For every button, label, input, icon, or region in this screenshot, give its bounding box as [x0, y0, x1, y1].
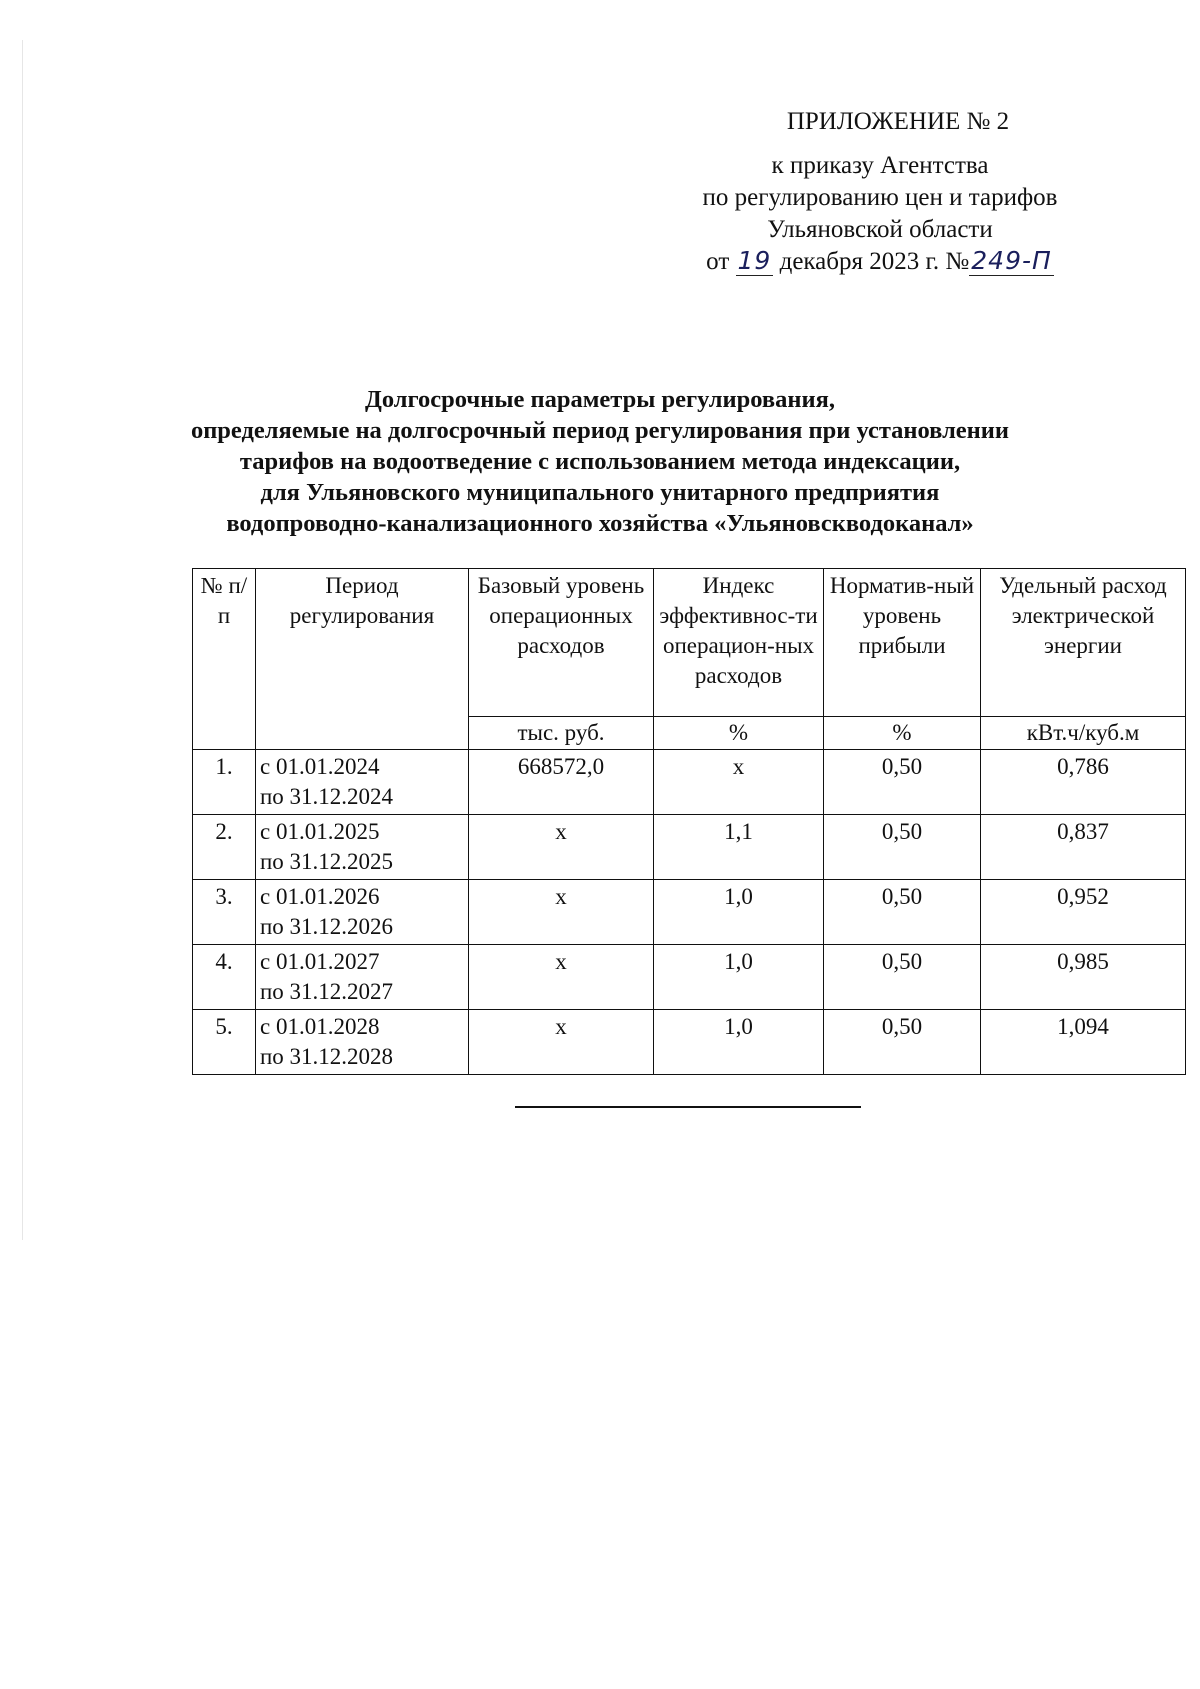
title-line-2: определяемые на долгосрочный период регулирования при установлении — [190, 417, 1010, 444]
row-norm: 0,50 — [824, 880, 981, 945]
row-num: 1. — [193, 750, 256, 815]
period-from: с 01.01.2026 — [260, 884, 380, 909]
row-index: 1,1 — [654, 815, 824, 880]
unit-norm: % — [824, 717, 981, 750]
row-period — [256, 750, 469, 815]
closing-rule — [515, 1106, 861, 1108]
title-line-4: для Ульяновского муниципального унитарного предприятия — [260, 479, 940, 506]
row-index: 1,0 — [654, 945, 824, 1010]
period-to: по 31.12.2026 — [260, 914, 394, 939]
header-num: № п/п — [193, 569, 256, 750]
row-energy: 1,094 — [981, 1010, 1186, 1075]
scan-margin-line — [22, 40, 23, 1240]
table-row — [193, 1010, 1186, 1075]
row-energy: 0,952 — [981, 880, 1186, 945]
row-base: х — [469, 1010, 654, 1075]
header-base-level: Базовый уровень операционных расходов — [469, 569, 654, 717]
appendix-date-line — [620, 246, 1140, 278]
row-base: 668572,0 — [469, 750, 654, 815]
header-energy-consumption: Удельный расход электрической энергии — [981, 569, 1186, 717]
period-to: по 31.12.2024 — [260, 784, 394, 809]
row-energy: 0,985 — [981, 945, 1186, 1010]
header-normative-profit: Норматив-ный уровень прибыли — [824, 569, 981, 717]
header-period: Период регулирования — [256, 569, 469, 750]
parameters-table — [192, 568, 1186, 1075]
row-period — [256, 945, 469, 1010]
row-num: 2. — [193, 815, 256, 880]
handwritten-order-number: 249-П — [971, 246, 1052, 275]
appendix-line-2: по регулированию цен и тарифов — [702, 184, 1058, 211]
title-line-3: тарифов на водоотведение с использованием метода индексации, — [239, 448, 961, 475]
table-row — [193, 815, 1186, 880]
appendix-block — [620, 106, 1140, 278]
unit-base: тыс. руб. — [469, 717, 654, 750]
document-title — [140, 384, 1060, 539]
period-from: с 01.01.2025 — [260, 819, 380, 844]
date-prefix: от — [706, 248, 730, 275]
title-line-5: водопроводно-канализационного хозяйства «Ульяновскводоканал» — [226, 510, 974, 537]
period-to: по 31.12.2028 — [260, 1044, 394, 1069]
appendix-line-3: Ульяновской области — [767, 216, 993, 243]
header-efficiency-index: Индекс эффективнос-ти операцион-ных расходов — [654, 569, 824, 717]
row-norm: 0,50 — [824, 815, 981, 880]
row-norm: 0,50 — [824, 945, 981, 1010]
row-norm: 0,50 — [824, 750, 981, 815]
table-row — [193, 880, 1186, 945]
row-num: 5. — [193, 1010, 256, 1075]
row-period — [256, 880, 469, 945]
period-from: с 01.01.2024 — [260, 754, 380, 779]
title-line-1: Долгосрочные параметры регулирования, — [365, 386, 835, 413]
row-num: 3. — [193, 880, 256, 945]
period-from: с 01.01.2028 — [260, 1014, 380, 1039]
appendix-heading: ПРИЛОЖЕНИЕ № 2 — [786, 108, 1010, 135]
row-energy: 0,786 — [981, 750, 1186, 815]
row-index: х — [654, 750, 824, 815]
period-to: по 31.12.2025 — [260, 849, 394, 874]
row-num: 4. — [193, 945, 256, 1010]
unit-index: % — [654, 717, 824, 750]
period-from: с 01.01.2027 — [260, 949, 380, 974]
row-base: х — [469, 880, 654, 945]
row-energy: 0,837 — [981, 815, 1186, 880]
row-norm: 0,50 — [824, 1010, 981, 1075]
appendix-line-1: к приказу Агентства — [771, 152, 989, 179]
handwritten-day: 19 — [737, 246, 772, 275]
period-to: по 31.12.2027 — [260, 979, 394, 1004]
table-row — [193, 750, 1186, 815]
header-row — [193, 569, 1186, 717]
date-rest: декабря 2023 г. № — [779, 248, 970, 275]
row-period — [256, 815, 469, 880]
table-row — [193, 945, 1186, 1010]
row-index: 1,0 — [654, 1010, 824, 1075]
row-period — [256, 1010, 469, 1075]
row-index: 1,0 — [654, 880, 824, 945]
row-base: х — [469, 945, 654, 1010]
row-base: х — [469, 815, 654, 880]
unit-energy: кВт.ч/куб.м — [981, 717, 1186, 750]
